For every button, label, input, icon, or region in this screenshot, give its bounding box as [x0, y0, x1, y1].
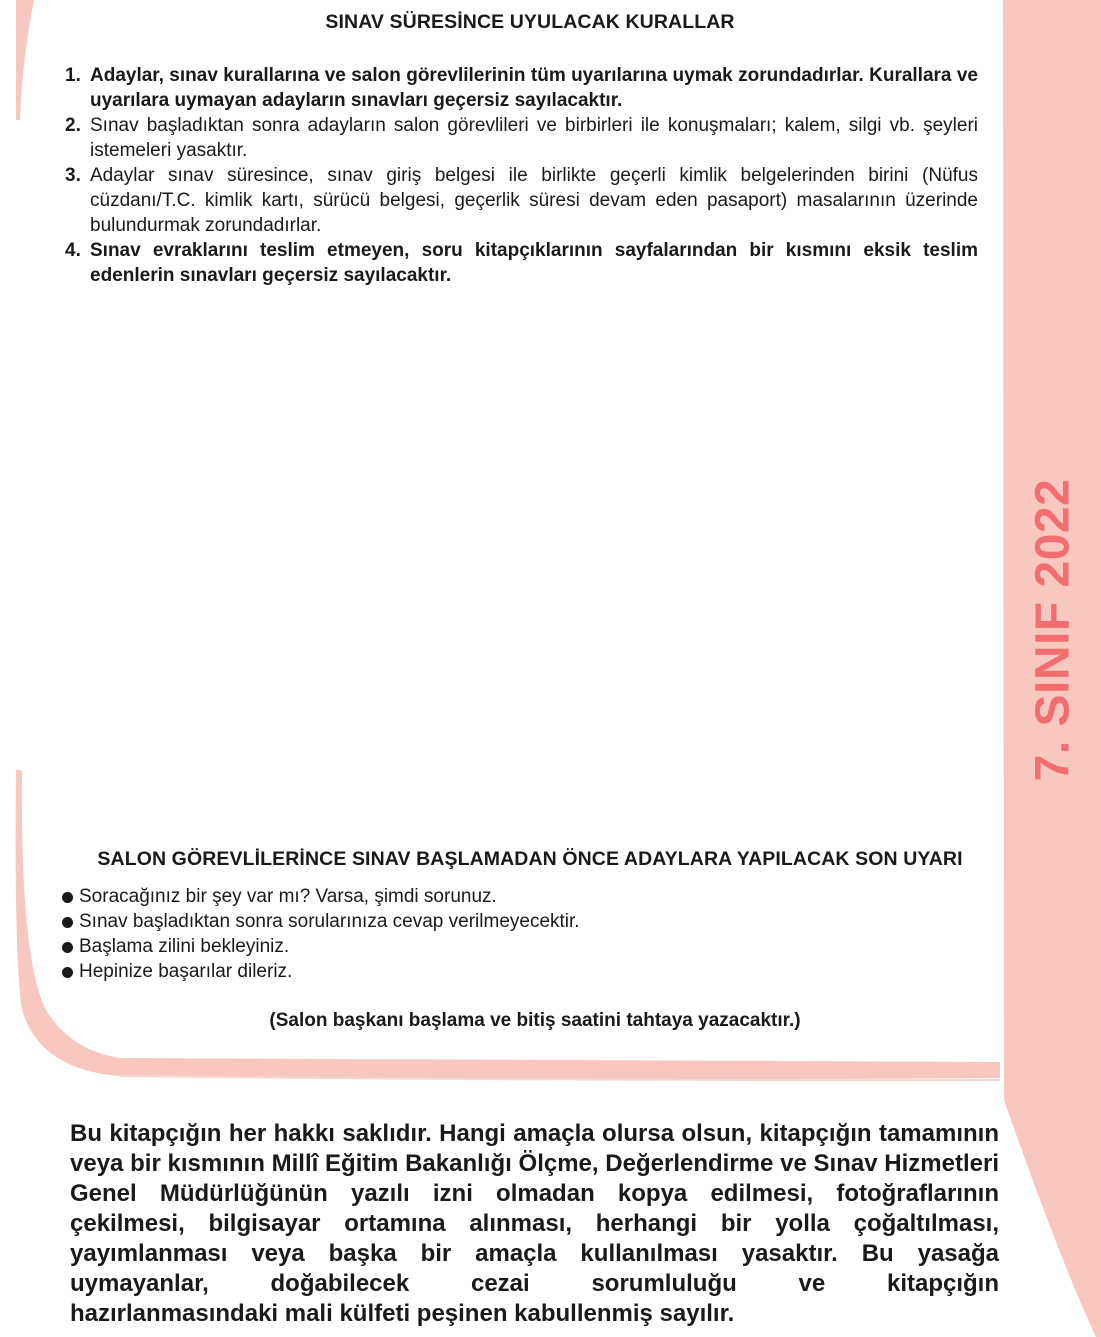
bullet-dot-icon: [62, 942, 73, 953]
rule-number: 2.: [65, 115, 81, 136]
list-item: [60, 934, 580, 959]
list-item-text: Başlama zilini bekleyiniz.: [79, 936, 290, 957]
bullet-dot-icon: [62, 967, 73, 978]
bullet-dot-icon: [62, 892, 73, 903]
copyright-body: Bu kitapçığın her hakkı saklıdır. Hangi amaçla olursa olsun, kitapçığın tamamının veya bir kısmının Millî Eğitim Bakanlığı Ölçme, Değerlendirme ve Sınav Hizmetleri Genel Müdürlüğünün yazılı izni olmadan kopya edilmesi, fotoğraflarının çekilmesi, bilgisayar ortamına alınması, herhangi bir yolla çoğaltılması, yayımlanması veya başka bir amaçla kullanılması yasaktır. Bu yasağa uymayanlar, doğabilecek cezai sorumluluğu ve kitapçığın: [70, 1120, 999, 1297]
list-item-text: Sınav başladıktan sonra sorularınıza cevap verilmeyecektir.: [79, 911, 580, 932]
list-item-text: Hepinize başarılar dileriz.: [79, 961, 293, 982]
list-item: [60, 884, 580, 909]
rule-text: Sınav evraklarını teslim etmeyen, soru kitapçıklarının sayfalarından bir kısmını eksik teslim edenlerin sınavları geçersiz sayılacaktır.: [90, 240, 978, 286]
grade-year-label: 7. SINIF 2022: [1026, 478, 1080, 782]
rule-number: 1.: [65, 65, 81, 86]
rules-list: [60, 63, 978, 288]
list-item: [60, 959, 580, 984]
rule-number: 4.: [65, 240, 81, 261]
rule-text: Sınav başladıktan sonra adayların salon görevlileri ve birbirleri ile konuşmaları; kalem, silgi vb. şeyleri istemeleri yasaktır.: [90, 115, 978, 161]
rule-item: [60, 63, 978, 113]
salon-note: (Salon başkanı başlama ve bitiş saatini tahtaya yazacaktır.): [269, 1010, 801, 1031]
rules-heading: SINAV SÜRESİNCE UYULACAK KURALLAR: [325, 11, 735, 33]
rule-text: Adaylar, sınav kurallarına ve salon görevlilerinin tüm uyarılarına uymak zorundadırlar. Kurallara ve uyarılara uymayan adayların sınavları geçersiz sayılacaktır.: [90, 65, 978, 111]
rule-number: 3.: [65, 165, 81, 186]
copyright-notice: [70, 1119, 999, 1329]
list-item: [60, 909, 580, 934]
bullet-dot-icon: [62, 917, 73, 928]
list-item-text: Soracağınız bir şey var mı? Varsa, şimdi sorunuz.: [79, 886, 497, 907]
rule-item: [60, 113, 978, 163]
rule-item: [60, 163, 978, 238]
rule-item: [60, 238, 978, 288]
final-warning-list: [60, 884, 580, 984]
copyright-last-line: hazırlanmasındaki mali külfeti peşinen kabullenmiş sayılır.: [70, 1300, 735, 1327]
final-warning-heading: SALON GÖREVLİLERİNCE SINAV BAŞLAMADAN ÖNCE ADAYLARA YAPILACAK SON UYARI: [97, 848, 963, 870]
rule-text: Adaylar sınav süresince, sınav giriş belgesi ile birlikte geçerli kimlik belgelerinden birini (Nüfus cüzdanı/T.C. kimlik kartı, sürücü belgesi, geçerlik süresi devam eden pasaport) masalarının üzerinde bulundurmak zorundadırlar.: [90, 165, 978, 236]
